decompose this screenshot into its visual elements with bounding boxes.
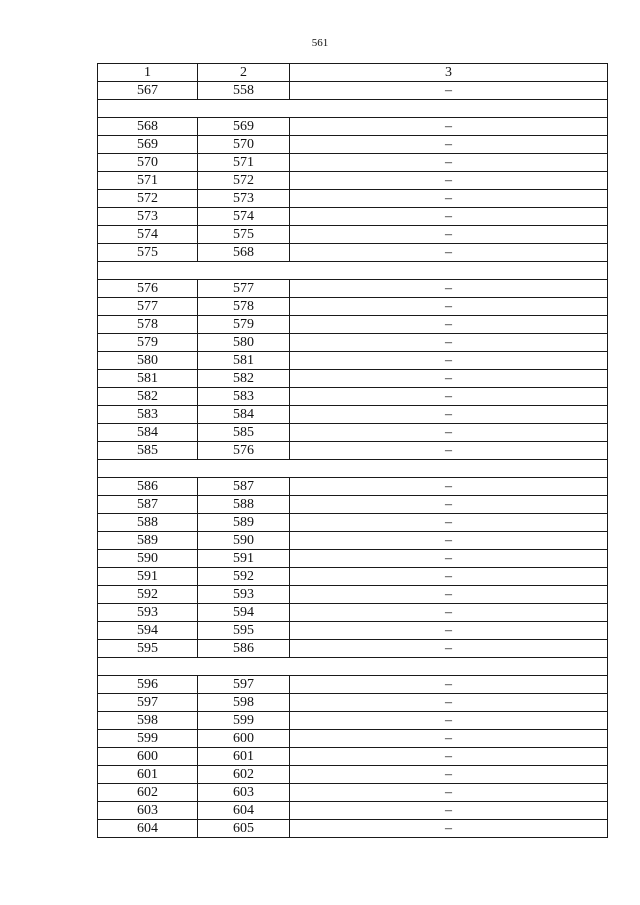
table-cell-col2: 588 [198, 496, 290, 514]
table-row [98, 820, 608, 838]
table-cell-col1: 584 [98, 424, 198, 442]
table-cell-col3: – [290, 280, 608, 298]
table-cell-col1: 600 [98, 748, 198, 766]
table-cell-col1: 601 [98, 766, 198, 784]
table-cell-col2: 572 [198, 172, 290, 190]
table-cell-col2: 586 [198, 640, 290, 658]
table-cell-col2: 578 [198, 298, 290, 316]
table-cell-col1: 572 [98, 190, 198, 208]
table-cell-col3: – [290, 334, 608, 352]
table-cell-col3: – [290, 244, 608, 262]
table-cell-col2: 571 [198, 154, 290, 172]
table-cell-col3: – [290, 568, 608, 586]
table-cell-col1: 575 [98, 244, 198, 262]
table-cell-col2: 583 [198, 388, 290, 406]
table-cell-col3: – [290, 802, 608, 820]
table-cell-col3: – [290, 604, 608, 622]
table-cell-col2: 582 [198, 370, 290, 388]
separator-cell [98, 460, 608, 478]
table-cell-col1: 586 [98, 478, 198, 496]
table-cell-col3: – [290, 154, 608, 172]
table-cell-col2: 605 [198, 820, 290, 838]
table-cell-col2: 568 [198, 244, 290, 262]
table-cell-col2: 587 [198, 478, 290, 496]
table-cell-col3: – [290, 514, 608, 532]
table-row [98, 280, 608, 298]
table-cell-col1: 594 [98, 622, 198, 640]
table-cell-col2: 573 [198, 190, 290, 208]
page-number: 561 [311, 37, 329, 49]
table-cell-col3: – [290, 406, 608, 424]
table-cell-col3: – [290, 352, 608, 370]
table-row [98, 388, 608, 406]
table-row [98, 586, 608, 604]
table-cell-col1: 567 [98, 82, 198, 100]
table-cell-col1: 570 [98, 154, 198, 172]
table-cell-col1: 603 [98, 802, 198, 820]
table-cell-col3: – [290, 820, 608, 838]
table-cell-col2: 593 [198, 586, 290, 604]
table-row [98, 118, 608, 136]
table-row [98, 406, 608, 424]
table-cell-col2: 580 [198, 334, 290, 352]
table-cell-col1: 598 [98, 712, 198, 730]
table-row [98, 514, 608, 532]
table-cell-col3: – [290, 208, 608, 226]
table-cell-col1: 580 [98, 352, 198, 370]
table-cell-col3: – [290, 442, 608, 460]
data-table [97, 63, 608, 838]
table-row [98, 208, 608, 226]
table-cell-col3: – [290, 730, 608, 748]
table-row [98, 622, 608, 640]
table-cell-col2: 558 [198, 82, 290, 100]
header-row [98, 64, 608, 82]
table-cell-col3: – [290, 316, 608, 334]
table-row [98, 244, 608, 262]
table-row [98, 334, 608, 352]
table-cell-col3: – [290, 136, 608, 154]
table-cell-col1: 593 [98, 604, 198, 622]
table-row [98, 424, 608, 442]
table-cell-col3: – [290, 172, 608, 190]
table-row [98, 784, 608, 802]
table-cell-col3: – [290, 226, 608, 244]
table-cell-col2: 603 [198, 784, 290, 802]
table-cell-col1: 599 [98, 730, 198, 748]
group-separator-row [98, 262, 608, 280]
table-cell-col3: – [290, 118, 608, 136]
table-cell-col1: 571 [98, 172, 198, 190]
table-cell-col1: 604 [98, 820, 198, 838]
table-cell-col1: 583 [98, 406, 198, 424]
table-cell-col1: 578 [98, 316, 198, 334]
table-cell-col3: – [290, 550, 608, 568]
table-row [98, 496, 608, 514]
table-cell-col1: 573 [98, 208, 198, 226]
table-cell-col2: 579 [198, 316, 290, 334]
group-separator-row [98, 100, 608, 118]
table-cell-col2: 590 [198, 532, 290, 550]
table-row [98, 730, 608, 748]
table-row [98, 532, 608, 550]
group-separator-row [98, 658, 608, 676]
table-cell-col3: – [290, 82, 608, 100]
table-cell-col1: 585 [98, 442, 198, 460]
table-cell-col2: 569 [198, 118, 290, 136]
table-row [98, 136, 608, 154]
table-cell-col1: 589 [98, 532, 198, 550]
table-cell-col2: 591 [198, 550, 290, 568]
table-cell-col2: 575 [198, 226, 290, 244]
table-cell-col3: – [290, 766, 608, 784]
table-row [98, 190, 608, 208]
table-row [98, 802, 608, 820]
group-separator-row [98, 460, 608, 478]
table-row [98, 298, 608, 316]
separator-cell [98, 262, 608, 280]
table-cell-col1: 590 [98, 550, 198, 568]
table-cell-col2: 585 [198, 424, 290, 442]
header-cell-3: 3 [290, 64, 608, 82]
table-row [98, 82, 608, 100]
table-row [98, 694, 608, 712]
table-row [98, 370, 608, 388]
table-cell-col1: 568 [98, 118, 198, 136]
table-cell-col1: 576 [98, 280, 198, 298]
table-cell-col2: 577 [198, 280, 290, 298]
table-cell-col3: – [290, 712, 608, 730]
table-row [98, 676, 608, 694]
table-cell-col1: 581 [98, 370, 198, 388]
table-cell-col1: 591 [98, 568, 198, 586]
table-cell-col3: – [290, 496, 608, 514]
table-row [98, 478, 608, 496]
table-cell-col3: – [290, 748, 608, 766]
separator-cell [98, 658, 608, 676]
header-cell-1: 1 [98, 64, 198, 82]
table-cell-col2: 592 [198, 568, 290, 586]
table-cell-col2: 570 [198, 136, 290, 154]
table-row [98, 316, 608, 334]
table-cell-col2: 595 [198, 622, 290, 640]
table-cell-col2: 597 [198, 676, 290, 694]
table-cell-col2: 594 [198, 604, 290, 622]
table-cell-col3: – [290, 424, 608, 442]
table-cell-col3: – [290, 532, 608, 550]
header-cell-2: 2 [198, 64, 290, 82]
table-row [98, 352, 608, 370]
table-body [98, 64, 608, 838]
table-cell-col3: – [290, 298, 608, 316]
table-row [98, 226, 608, 244]
table-row [98, 712, 608, 730]
table-cell-col3: – [290, 694, 608, 712]
table-row [98, 640, 608, 658]
table-cell-col1: 597 [98, 694, 198, 712]
table-cell-col1: 592 [98, 586, 198, 604]
table-cell-col3: – [290, 478, 608, 496]
separator-cell [98, 100, 608, 118]
table-cell-col2: 574 [198, 208, 290, 226]
table-cell-col2: 581 [198, 352, 290, 370]
table-cell-col2: 589 [198, 514, 290, 532]
table-row [98, 172, 608, 190]
table-cell-col3: – [290, 676, 608, 694]
table-cell-col3: – [290, 622, 608, 640]
table-cell-col1: 602 [98, 784, 198, 802]
table-cell-col2: 584 [198, 406, 290, 424]
table-cell-col3: – [290, 640, 608, 658]
table-cell-col3: – [290, 370, 608, 388]
table-cell-col2: 601 [198, 748, 290, 766]
table-row [98, 604, 608, 622]
table-cell-col1: 588 [98, 514, 198, 532]
table-cell-col1: 595 [98, 640, 198, 658]
table-cell-col1: 574 [98, 226, 198, 244]
table-cell-col1: 587 [98, 496, 198, 514]
table-cell-col1: 579 [98, 334, 198, 352]
table-cell-col2: 604 [198, 802, 290, 820]
table-cell-col1: 577 [98, 298, 198, 316]
table-cell-col1: 582 [98, 388, 198, 406]
table-cell-col2: 599 [198, 712, 290, 730]
table-row [98, 766, 608, 784]
table-cell-col3: – [290, 586, 608, 604]
table-row [98, 550, 608, 568]
table-cell-col3: – [290, 388, 608, 406]
table-cell-col2: 576 [198, 442, 290, 460]
table-row [98, 568, 608, 586]
table-cell-col2: 598 [198, 694, 290, 712]
table-row [98, 154, 608, 172]
table-cell-col2: 600 [198, 730, 290, 748]
table-cell-col3: – [290, 190, 608, 208]
table-row [98, 748, 608, 766]
table-cell-col3: – [290, 784, 608, 802]
table-cell-col1: 596 [98, 676, 198, 694]
table-cell-col1: 569 [98, 136, 198, 154]
table-cell-col2: 602 [198, 766, 290, 784]
table-row [98, 442, 608, 460]
